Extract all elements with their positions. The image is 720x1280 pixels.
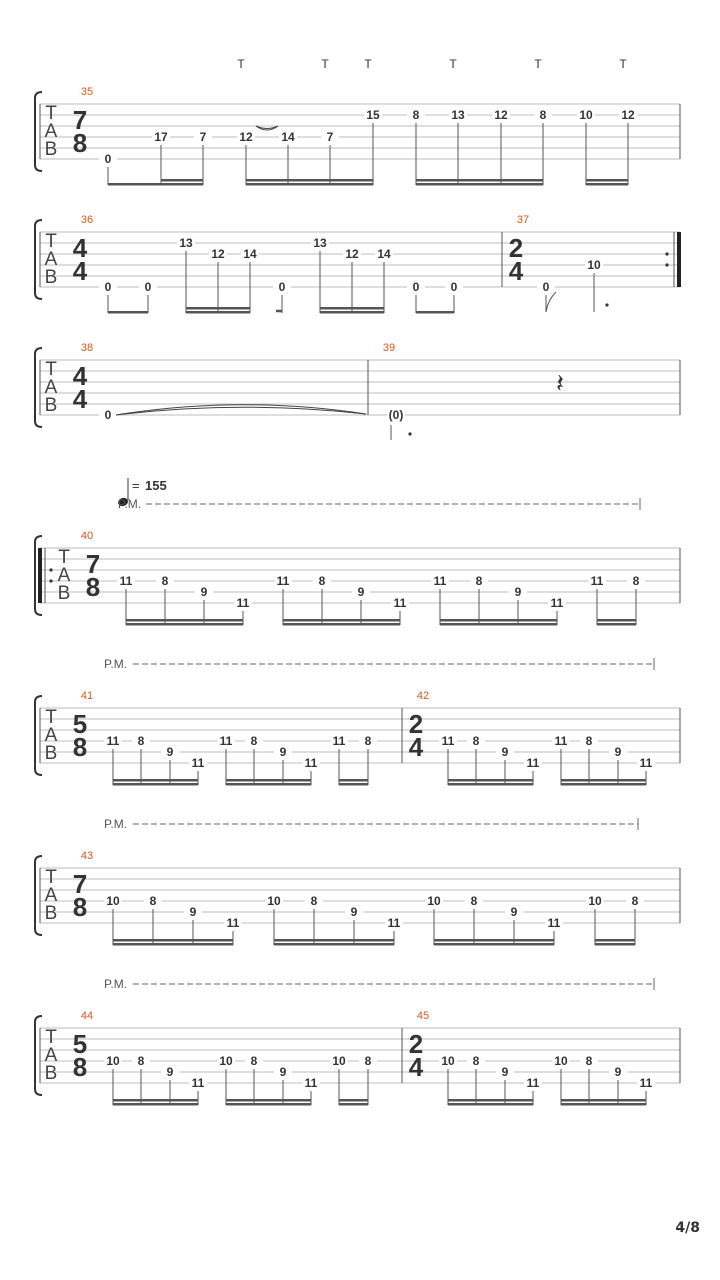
note-beam	[597, 623, 636, 626]
tab-clef-b: B	[57, 583, 71, 604]
tap-mark: T	[237, 57, 245, 71]
note-beam-secondary	[339, 779, 368, 782]
note-beam-secondary	[126, 619, 243, 622]
fret-number: 10	[106, 894, 120, 908]
note-beam	[561, 1103, 646, 1106]
fret-number: 8	[161, 574, 169, 588]
tab-clef-t: T	[45, 867, 57, 888]
fret-number: 9	[279, 745, 287, 759]
fret-number: 11	[433, 574, 447, 588]
tab-clef-t: T	[45, 359, 57, 380]
fret-number: 8	[137, 734, 145, 748]
tap-mark: T	[449, 57, 457, 71]
note-beam	[186, 311, 250, 314]
note-beam	[561, 783, 646, 786]
note-beam-secondary	[561, 1099, 646, 1102]
note-beam	[226, 783, 311, 786]
time-signature-numerator: 7	[72, 869, 88, 899]
time-signature-numerator: 7	[85, 549, 101, 579]
time-signature-denominator: 8	[72, 1052, 88, 1082]
page-number: 4/8	[675, 1220, 700, 1236]
fret-number: 0	[144, 280, 152, 294]
fret-number: 9	[350, 905, 358, 919]
fret-number: 11	[590, 574, 604, 588]
tempo-equals: =	[132, 478, 140, 493]
fret-number: 11	[441, 734, 455, 748]
fret-number: 11	[119, 574, 133, 588]
tab-clef-b: B	[44, 1063, 58, 1084]
fret-number: 0	[104, 152, 112, 166]
tap-mark: T	[534, 57, 542, 71]
tap-mark: T	[321, 57, 329, 71]
measure-number: 39	[382, 342, 396, 354]
measure-number: 38	[80, 342, 94, 354]
fret-number: 7	[326, 130, 334, 144]
time-signature-denominator: 4	[408, 1052, 424, 1082]
tab-clef-a: A	[57, 565, 71, 586]
tab-clef-a: A	[44, 377, 58, 398]
tab-clef-t: T	[45, 231, 57, 252]
fret-number: 8	[475, 574, 483, 588]
fret-number: 8	[250, 734, 258, 748]
grace-flag	[546, 292, 556, 312]
measure-number: 35	[80, 86, 94, 98]
time-signature-denominator: 4	[72, 384, 88, 414]
tab-clef-a: A	[44, 1045, 58, 1066]
fret-number: 11	[276, 574, 290, 588]
fret-number: 9	[357, 585, 365, 599]
fret-number: 11	[526, 1076, 540, 1090]
fret-number: 11	[554, 734, 568, 748]
note-beam	[440, 623, 557, 626]
fret-number: 11	[387, 916, 401, 930]
note-beam	[416, 183, 543, 186]
repeat-dot	[665, 252, 668, 255]
time-signature-denominator: 4	[508, 256, 524, 286]
note-beam-secondary	[186, 307, 250, 310]
fret-number: 10	[554, 1054, 568, 1068]
fret-number: 9	[189, 905, 197, 919]
fret-number: 11	[547, 916, 561, 930]
augmentation-dot	[408, 432, 411, 435]
fret-number: 0	[412, 280, 420, 294]
measure-number: 40	[80, 530, 94, 542]
fret-number: 7	[199, 130, 207, 144]
fret-number: 0	[104, 280, 112, 294]
note-beam	[108, 183, 203, 186]
fret-number: 11	[304, 1076, 318, 1090]
note-beam-secondary	[597, 619, 636, 622]
fret-number: 13	[313, 236, 327, 250]
tab-clef-a: A	[44, 121, 58, 142]
measure-number: 43	[80, 850, 94, 862]
time-signature-numerator: 5	[72, 1029, 88, 1059]
fret-number: 8	[149, 894, 157, 908]
time-signature-numerator: 7	[72, 105, 88, 135]
note-beam	[320, 311, 384, 314]
note-beam-secondary	[113, 939, 233, 942]
time-signature-denominator: 8	[72, 128, 88, 158]
note-beam	[226, 1103, 311, 1106]
note-beam	[246, 183, 373, 186]
note-beam	[108, 311, 148, 314]
time-signature-denominator: 8	[72, 892, 88, 922]
fret-number: 12	[494, 108, 508, 122]
repeat-dot	[49, 568, 52, 571]
fret-number: 13	[179, 236, 193, 250]
tab-clef-a: A	[44, 885, 58, 906]
measure-number: 37	[516, 214, 530, 226]
fret-number: 8	[470, 894, 478, 908]
time-signature-denominator: 4	[408, 732, 424, 762]
fret-number: 14	[281, 130, 295, 144]
note-beam-secondary	[595, 939, 635, 942]
fret-number: 9	[501, 745, 509, 759]
tie	[116, 407, 366, 415]
fret-number: 11	[236, 596, 250, 610]
fret-number: 8	[137, 1054, 145, 1068]
fret-number: 0	[278, 280, 286, 294]
note-beam-secondary	[440, 619, 557, 622]
palm-mute-label: P.M.	[104, 977, 128, 991]
tap-mark: T	[364, 57, 372, 71]
fret-number: 11	[226, 916, 240, 930]
note-beam	[274, 943, 394, 946]
measure-number: 45	[416, 1010, 430, 1022]
tab-clef-b: B	[44, 903, 58, 924]
note-beam-secondary	[113, 1099, 198, 1102]
fret-number: 13	[451, 108, 465, 122]
fret-number: 11	[550, 596, 564, 610]
time-signature-numerator: 2	[408, 1029, 424, 1059]
note-beam-secondary	[161, 179, 203, 182]
fret-number: 8	[631, 894, 639, 908]
fret-number: 10	[106, 1054, 120, 1068]
fret-number: 9	[614, 745, 622, 759]
note-beam-secondary	[561, 779, 646, 782]
note-beam	[339, 783, 368, 786]
palm-mute-label: P.M.	[118, 497, 142, 511]
time-signature-denominator: 8	[85, 572, 101, 602]
note-beam-secondary	[586, 179, 628, 182]
fret-number: 11	[639, 1076, 653, 1090]
fret-number: 12	[211, 247, 225, 261]
fret-number: 8	[364, 1054, 372, 1068]
repeat-start-thick	[38, 548, 42, 603]
fret-number: 0	[450, 280, 458, 294]
note-beam	[283, 623, 400, 626]
fret-number: 8	[632, 574, 640, 588]
fret-number: 11	[304, 756, 318, 770]
fret-number: 11	[219, 734, 233, 748]
note-beam	[434, 943, 554, 946]
note-beam	[339, 1103, 368, 1106]
note-beam	[113, 783, 198, 786]
fret-number: 8	[318, 574, 326, 588]
fret-number: 11	[191, 756, 205, 770]
palm-mute-label: P.M.	[104, 817, 128, 831]
note-beam-secondary	[416, 179, 543, 182]
fret-number: 8	[364, 734, 372, 748]
fret-number: 8	[472, 734, 480, 748]
fret-number: 10	[441, 1054, 455, 1068]
tab-clef-t: T	[58, 547, 70, 568]
repeat-dot	[665, 263, 668, 266]
fret-number: 9	[166, 745, 174, 759]
tab-clef-t: T	[45, 1027, 57, 1048]
fret-number: 9	[166, 1065, 174, 1079]
time-signature-denominator: 4	[72, 256, 88, 286]
measure-number: 41	[80, 690, 94, 702]
tab-clef-t: T	[45, 103, 57, 124]
fret-number: 8	[310, 894, 318, 908]
fret-number: 11	[106, 734, 120, 748]
note-beam-secondary	[283, 619, 400, 622]
tie	[116, 405, 366, 415]
fret-number: 14	[377, 247, 391, 261]
time-signature-numerator: 4	[72, 361, 88, 391]
fret-number: 8	[585, 1054, 593, 1068]
barline-end-thick	[677, 232, 681, 287]
fret-number: 8	[539, 108, 547, 122]
fret-number: 0	[104, 408, 112, 422]
tab-clef-b: B	[44, 395, 58, 416]
note-beam-secondary	[339, 1099, 368, 1102]
fret-number: 10	[579, 108, 593, 122]
note-beam-secondary	[448, 779, 533, 782]
fret-number: 9	[514, 585, 522, 599]
note-beam	[416, 311, 454, 314]
note-beam-secondary	[226, 1099, 311, 1102]
fret-number: 10	[267, 894, 281, 908]
tab-clef-t: T	[45, 707, 57, 728]
quarter-rest: 𝄽	[556, 368, 564, 398]
palm-mute-label: P.M.	[104, 657, 128, 671]
tab-clef-b: B	[44, 267, 58, 288]
fret-number: 11	[191, 1076, 205, 1090]
fret-number: 10	[219, 1054, 233, 1068]
repeat-dot	[49, 579, 52, 582]
fret-number: 11	[639, 756, 653, 770]
note-beam	[595, 943, 635, 946]
measure-number: 36	[80, 214, 94, 226]
tab-clef-b: B	[44, 139, 58, 160]
fret-number: 10	[332, 1054, 346, 1068]
time-signature-numerator: 5	[72, 709, 88, 739]
fret-number: 9	[200, 585, 208, 599]
note-beam	[126, 623, 243, 626]
note-beam-secondary	[113, 779, 198, 782]
fret-number: 9	[501, 1065, 509, 1079]
note-beam	[448, 783, 533, 786]
fret-number: 9	[510, 905, 518, 919]
note-beam-secondary	[434, 939, 554, 942]
fret-number: (0)	[388, 408, 404, 422]
measure-number: 44	[80, 1010, 94, 1022]
tab-clef-a: A	[44, 725, 58, 746]
fret-number: 9	[279, 1065, 287, 1079]
note-beam-secondary	[226, 779, 311, 782]
note-beam	[448, 1103, 533, 1106]
measure-number: 42	[416, 690, 430, 702]
tab-clef-a: A	[44, 249, 58, 270]
fret-number: 11	[526, 756, 540, 770]
note-beam-secondary	[448, 1099, 533, 1102]
fret-number: 11	[332, 734, 346, 748]
fret-number: 9	[614, 1065, 622, 1079]
fret-number: 17	[154, 130, 168, 144]
fret-number: 8	[412, 108, 420, 122]
fret-number: 8	[472, 1054, 480, 1068]
fret-number: 12	[621, 108, 635, 122]
note-beam-secondary	[274, 939, 394, 942]
fret-number: 8	[250, 1054, 258, 1068]
fret-number: 12	[239, 130, 253, 144]
note-beam	[113, 943, 233, 946]
fret-number: 12	[345, 247, 359, 261]
time-signature-denominator: 8	[72, 732, 88, 762]
fret-number: 15	[366, 108, 380, 122]
note-beam-secondary	[320, 307, 384, 310]
time-signature-numerator: 4	[72, 233, 88, 263]
time-signature-numerator: 2	[408, 709, 424, 739]
fret-number: 11	[393, 596, 407, 610]
note-beam	[113, 1103, 198, 1106]
time-signature-numerator: 2	[508, 233, 524, 263]
fret-number: 10	[427, 894, 441, 908]
tempo-bpm: 155	[145, 478, 167, 493]
tap-mark: T	[619, 57, 627, 71]
fret-number: 10	[587, 258, 601, 272]
note-beam	[586, 183, 628, 186]
tab-clef-b: B	[44, 743, 58, 764]
fret-number: 0	[542, 280, 550, 294]
note-beam-secondary	[246, 179, 373, 182]
augmentation-dot	[605, 303, 608, 306]
fret-number: 8	[585, 734, 593, 748]
fret-number: 10	[588, 894, 602, 908]
fret-number: 14	[243, 247, 257, 261]
